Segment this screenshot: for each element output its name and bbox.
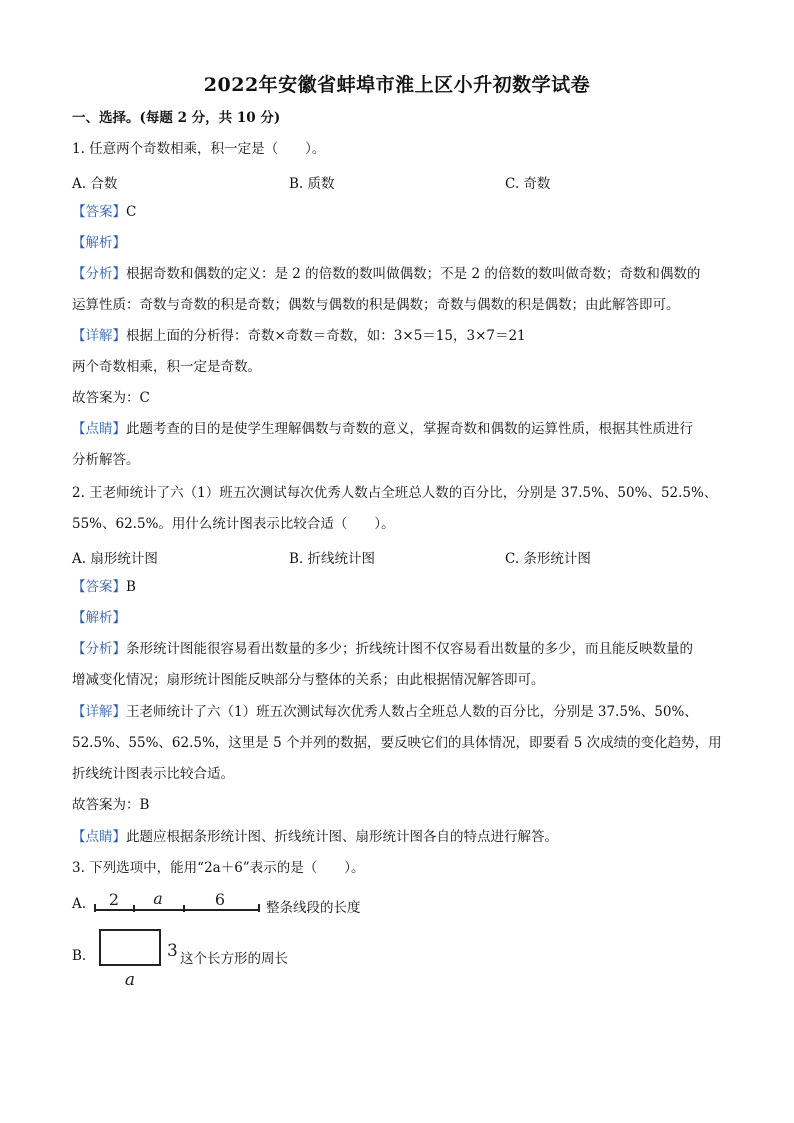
q2-option-c: C. 条形统计图 [505, 551, 591, 567]
q1-jiexi-tag: 【解析】 [72, 235, 126, 251]
q2-option-a: A. 扇形统计图 [72, 551, 158, 567]
detail-text: 根据上面的分析得：奇数×奇数＝奇数，如：3×5＝15，3×7＝21 [126, 328, 526, 344]
q1-comment-cont: 分析解答。 [72, 452, 140, 468]
q3-option-a-text: 整条线段的长度 [266, 900, 361, 916]
q3-stem: 3. 下列选项中，能用“2a＋6”表示的是（ ）。 [72, 860, 365, 876]
rectangle [100, 930, 160, 965]
q1-option-a: A. 合数 [72, 176, 118, 192]
q2-analysis [72, 640, 732, 658]
answer-tag: 【答案】 [72, 204, 126, 220]
q2-detail-cont: 52.5%、55%、62.5%，这里是 5 个并列的数据，要反映它们的具体情况，即要看 5 次成绩的变化趋势，用 [72, 735, 722, 751]
q2-stem: 2. 王老师统计了六（1）班五次测试每次优秀人数占全班总人数的百分比，分别是 37.5%、50%、52.5%、 [72, 485, 718, 501]
comment-tag: 【点睛】 [72, 829, 126, 845]
q3-option-b-text: 这个长方形的周长 [180, 951, 288, 967]
detail-text: 王老师统计了六（1）班五次测试每次优秀人数占全班总人数的百分比，分别是 37.5%、50%、 [126, 704, 698, 720]
q2-final: 故答案为：B [72, 797, 150, 813]
segment-label-a: a [153, 889, 163, 908]
page-title: 2022年安徽省蚌埠市淮上区小升初数学试卷 [203, 74, 591, 96]
analysis-text: 根据奇数和偶数的定义：是 2 的倍数的数叫做偶数；不是 2 的倍数的数叫做奇数；奇数和偶数的 [126, 266, 701, 282]
q2-answer [72, 578, 732, 596]
analysis-text: 条形统计图能很容易看出数量的多少；折线统计图不仅容易看出数量的多少，而且能反映数量的 [126, 641, 693, 657]
q2-jiexi-tag: 【解析】 [72, 610, 126, 626]
segment-label-6: 6 [214, 890, 226, 909]
q3-option-a-letter: A. [72, 896, 87, 912]
q2-detail-cont2: 折线统计图表示比较合适。 [72, 766, 234, 782]
detail-tag: 【详解】 [72, 704, 126, 720]
q2-stem-cont: 55%、62.5%。用什么统计图表示比较合适（ ）。 [72, 516, 395, 532]
q2-option-b: B. 折线统计图 [289, 551, 376, 567]
analysis-tag: 【分析】 [72, 641, 126, 657]
answer-value: B [126, 579, 136, 595]
q2-comment [72, 828, 732, 846]
section-heading: 一、选择。(每题 2 分，共 10 分) [72, 110, 281, 126]
answer-tag: 【答案】 [72, 579, 126, 595]
comment-tag: 【点睛】 [72, 421, 126, 437]
q2-detail [72, 703, 732, 721]
q3-segment-figure [92, 888, 264, 918]
rectangle-bottom-label: a [124, 970, 136, 990]
q2-analysis-cont: 增减变化情况；扇形统计图能反映部分与整体的关系；由此根据情况解答即可。 [72, 672, 545, 688]
comment-text: 此题考查的目的是使学生理解偶数与奇数的意义，掌握奇数和偶数的运算性质，根据其性质进行 [126, 421, 693, 437]
q3-option-b-letter: B. [72, 948, 87, 964]
q1-option-b: B. 质数 [289, 176, 335, 192]
answer-value: C [126, 204, 137, 220]
q1-comment [72, 420, 732, 438]
q1-stem: 1. 任意两个奇数相乘，积一定是（ ）。 [72, 141, 326, 157]
comment-text: 此题应根据条形统计图、折线统计图、扇形统计图各自的特点进行解答。 [126, 829, 558, 845]
detail-tag: 【详解】 [72, 328, 126, 344]
q1-answer [72, 203, 732, 221]
rectangle-side-label: 3 [167, 941, 178, 961]
q1-analysis-cont: 运算性质：奇数与奇数的积是奇数；偶数与偶数的积是偶数；奇数与偶数的积是偶数；由此解答即可。 [72, 297, 680, 313]
segment-label-2: 2 [108, 890, 120, 909]
q1-option-c: C. 奇数 [505, 176, 551, 192]
q1-detail [72, 327, 732, 345]
q1-final: 故答案为：C [72, 390, 150, 406]
q3-rectangle-figure [96, 928, 180, 990]
analysis-tag: 【分析】 [72, 266, 126, 282]
q1-analysis [72, 265, 732, 283]
q1-detail-cont: 两个奇数相乘，积一定是奇数。 [72, 359, 261, 375]
